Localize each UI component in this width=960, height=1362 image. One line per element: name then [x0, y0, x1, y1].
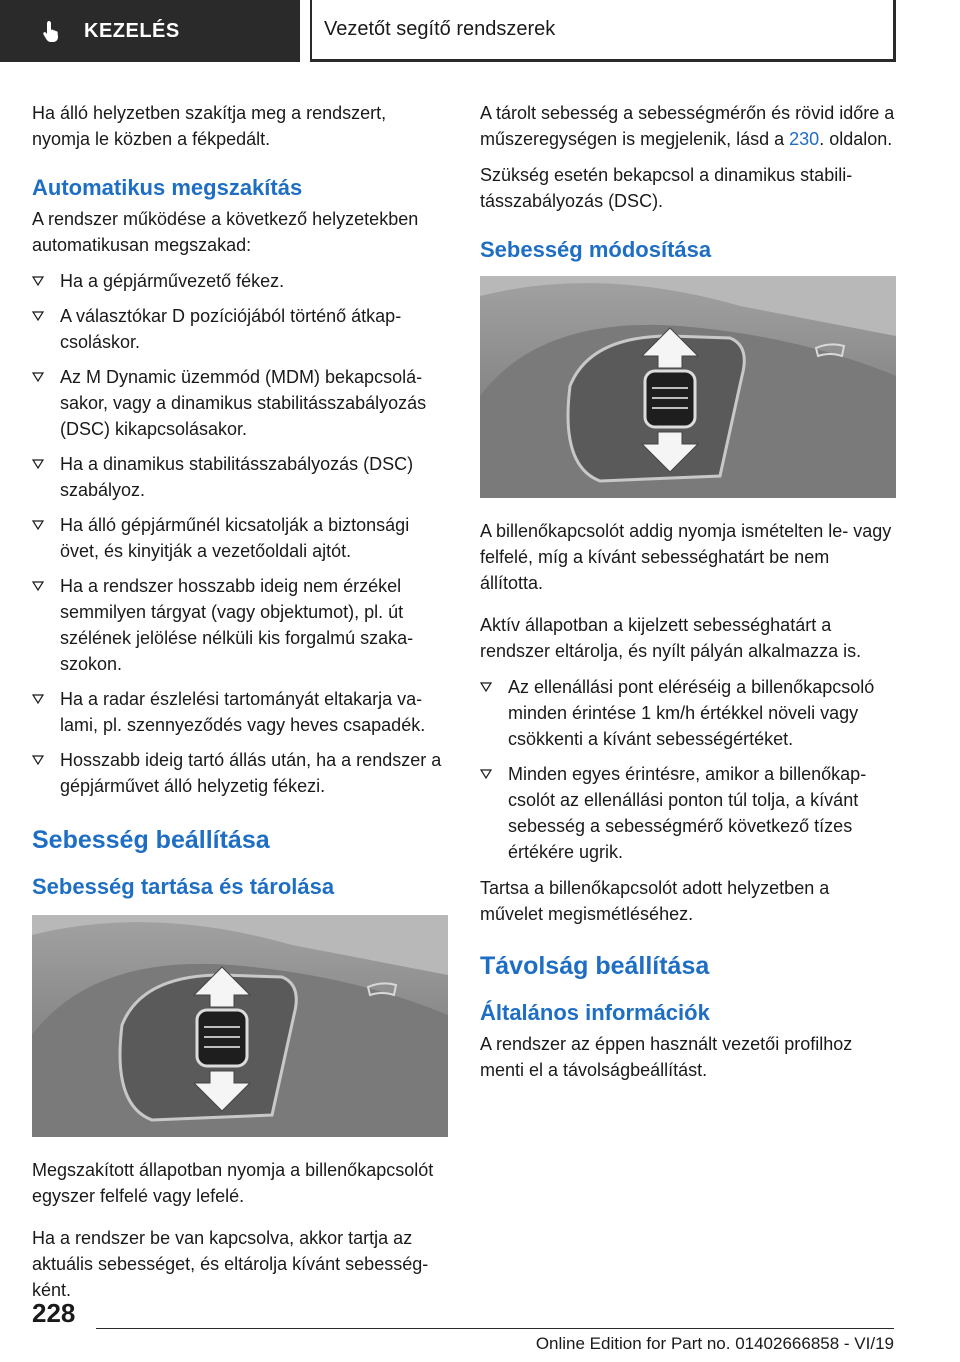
triangle-bullet-icon	[480, 682, 492, 692]
heading-speed-setting: Sebesség beállítása	[32, 826, 270, 854]
auto-cancel-paragraph: A rendszer működése a következő helyzetekben automatikusan megszakad:	[32, 209, 419, 255]
triangle-bullet-icon	[32, 694, 44, 704]
heading-general-info: Általános információk	[480, 1000, 710, 1025]
list-item: Ha álló gépjárműnél kicsatolják a biztonsági övet, és kinyitják a vezetőoldali ajtót.	[32, 512, 448, 564]
triangle-bullet-icon	[480, 769, 492, 779]
footer-rule	[96, 1328, 894, 1329]
modify-paragraph-1: A billenőkapcsolót addig nyomja ismételten le- vagy felfelé, míg a kívánt sebességhatárt be nem állította.	[480, 521, 892, 593]
list-item: Az ellenállási pont eléréséig a billenőkapcsoló minden érintése 1 km/h értékkel növeli vagy csökkenti a kívánt sebességértéket.	[480, 674, 896, 752]
list-item: Az M Dynamic üzemmód (MDM) bekapcsolásakor, vagy a dinamikus stabilitásszabályozás (DSC) kikapcsolásakor.	[32, 364, 448, 442]
heading-automatic-cancel: Automatikus megszakítás	[32, 175, 303, 200]
list-item: Ha a radar észlelési tartományát eltakarja valami, pl. szennyeződés vagy heves csapadék.	[32, 686, 448, 738]
list-item: Minden egyes érintésre, amikor a billenőkapcsolót az ellenállási ponton túl tolja, a kívánt sebesség a sebességmérő következő tízes értékére ugrik.	[480, 761, 896, 865]
header-chapter-box	[312, 0, 896, 62]
triangle-bullet-icon	[32, 520, 44, 530]
triangle-bullet-icon	[32, 372, 44, 382]
steering-wheel-rocker-switch-image-2	[480, 276, 896, 498]
hold-paragraph-1: Megszakított állapotban nyomja a billenőkapcsolót egyszer felfelé vagy lefelé.	[32, 1160, 434, 1206]
hold-paragraph-2: Ha a rendszer be van kapcsolva, akkor tartja az aktuális sebességet, és eltárolja kívánt sebességként.	[32, 1228, 429, 1300]
right-column	[480, 100, 896, 1093]
auto-cancel-list	[32, 268, 448, 799]
heading-modify-speed: Sebesség módosítása	[480, 237, 712, 262]
list-item: Ha a rendszer hosszabb ideig nem érzékel semmilyen tárgyat (vagy objektumot), pl. út szélének jelölése nélküli kis forgalmú szakaszokon.	[32, 573, 448, 677]
repeat-paragraph: Tartsa a billenőkapcsolót adott helyzetben a művelet megismétléséhez.	[480, 878, 830, 924]
header-section-title: KEZELÉS	[84, 19, 180, 42]
footer-edition: Online Edition for Part no. 01402666858 - VI/19	[535, 1334, 894, 1353]
list-item: Ha a dinamikus stabilitásszabályozás (DSC) szabályoz.	[32, 451, 448, 503]
heading-distance-setting: Távolság beállítása	[480, 952, 710, 980]
left-column	[32, 100, 448, 1313]
modify-list	[480, 674, 896, 865]
page-header	[0, 0, 960, 66]
triangle-bullet-icon	[32, 276, 44, 286]
heading-hold-store-speed: Sebesség tartása és tárolása	[32, 874, 335, 899]
header-chapter-title: Vezetőt segítő rendszerek	[324, 18, 556, 40]
intro-paragraph: Ha álló helyzetben szakítja meg a rendszert, nyomja le közben a fékpedált.	[32, 103, 387, 149]
dsc-paragraph: Szükség esetén bekapcsol a dinamikus stabilitásszabályozás (DSC).	[480, 165, 853, 211]
list-item: Ha a gépjárművezető fékez.	[32, 268, 448, 294]
steering-wheel-rocker-switch-image	[32, 915, 448, 1137]
page-number: 228	[32, 1298, 76, 1328]
general-paragraph: A rendszer az éppen használt vezetői profilhoz menti el a távolságbeállítást.	[480, 1034, 853, 1080]
stored-speed-paragraph: A tárolt sebesség a sebességmérőn és rövid időre a műszeregységen is megjelenik, lásd a 230. oldalon.	[480, 103, 895, 149]
list-item: Hosszabb ideig tartó állás után, ha a rendszer a gépjárművet álló helyzetig fékezi.	[32, 747, 448, 799]
page-reference-link[interactable]: 230	[789, 129, 820, 149]
triangle-bullet-icon	[32, 581, 44, 591]
header-section-tab	[0, 0, 300, 62]
modify-paragraph-2: Aktív állapotban a kijelzett sebességhatárt a rendszer eltárolja, és nyílt pályán alkalmazza is.	[480, 615, 862, 661]
list-item: A választókar D pozíciójából történő átkapcsoláskor.	[32, 303, 448, 355]
triangle-bullet-icon	[32, 459, 44, 469]
triangle-bullet-icon	[32, 755, 44, 765]
triangle-bullet-icon	[32, 311, 44, 321]
hand-pointer-icon	[40, 19, 64, 43]
